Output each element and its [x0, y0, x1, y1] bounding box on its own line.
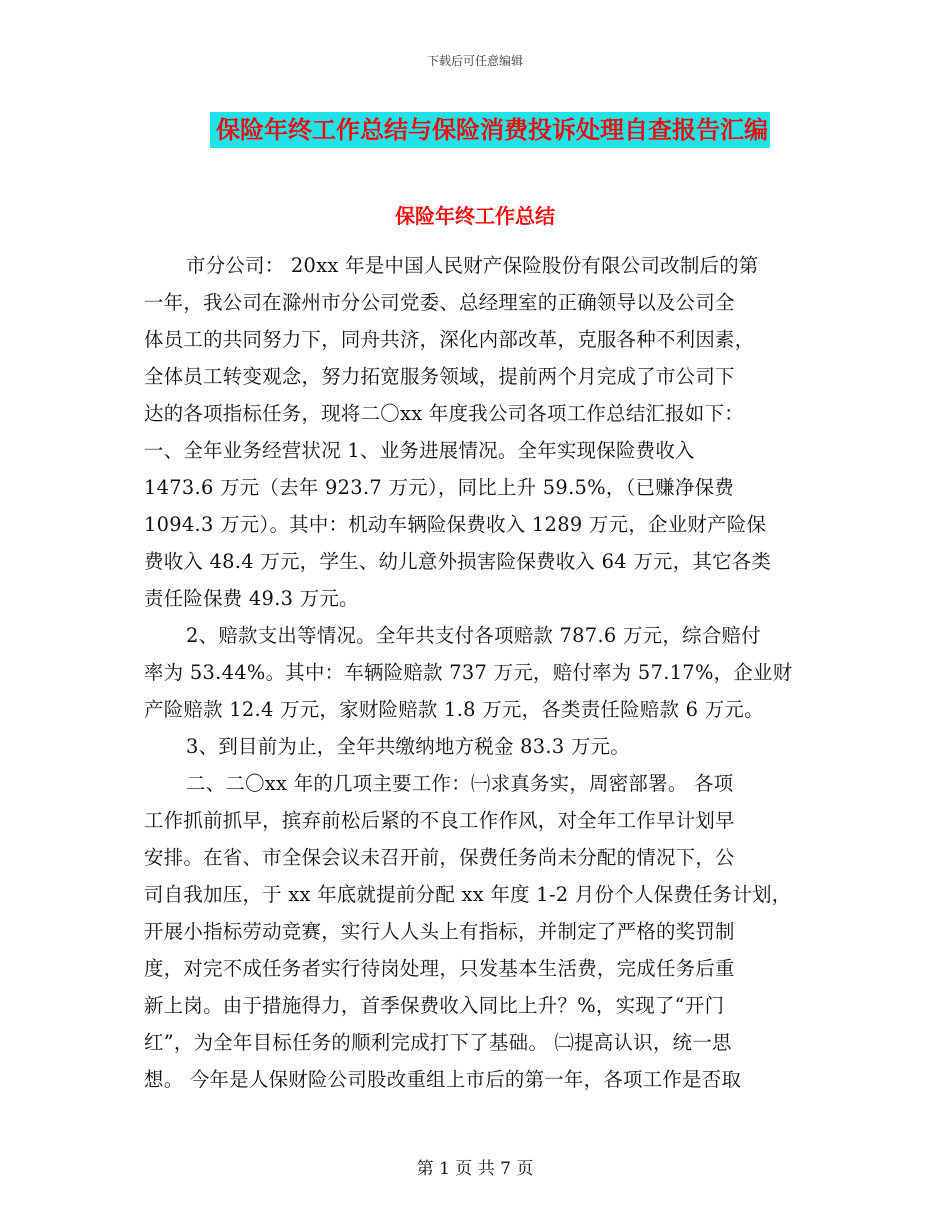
- body-line: 产险赔款 12.4 万元，家财险赔款 1.8 万元，各类责任险赔款 6 万元。: [144, 698, 764, 721]
- body-line: 达的各项指标任务，现将二〇xx 年度我公司各项工作总结汇报如下：: [144, 402, 744, 425]
- section-title: 保险年终工作总结: [395, 204, 555, 228]
- body-line: 工作抓前抓早，摈弃前松后紧的不良工作作风，对全年工作早计划早: [144, 809, 735, 832]
- body-line: 度，对完不成任务者实行待岗处理，只发基本生活费，完成任务后重: [144, 957, 735, 980]
- body-line: 红”，为全年目标任务的顺利完成打下了基础。 ㈡提高认识，统一思: [144, 1031, 732, 1054]
- page-footer: 第 1 页 共 7 页: [416, 1159, 534, 1179]
- body-line: 开展小指标劳动竞赛，实行人人头上有指标，并制定了严格的奖罚制: [144, 920, 735, 943]
- body-line: 责任险保费 49.3 万元。: [144, 587, 359, 610]
- page-header-note: 下载后可任意编辑: [426, 54, 523, 68]
- body-line: 一年，我公司在滁州市分公司党委、总经理室的正确领导以及公司全: [144, 291, 735, 314]
- body-line: 二、二〇xx 年的几项主要工作：㈠求真务实，周密部署。 各项: [186, 772, 734, 795]
- main-title: 保险年终工作总结与保险消费投诉处理自查报告汇编: [210, 112, 770, 148]
- body-line: 体员工的共同努力下，同舟共济，深化内部改革，克服各种不利因素，: [144, 328, 755, 351]
- body-line: 1473.6 万元（去年 923.7 万元），同比上升 59.5%，（已赚净保费: [144, 476, 735, 499]
- body-line: 全体员工转变观念，努力拓宽服务领域，提前两个月完成了市公司下: [144, 365, 735, 388]
- body-line: 司自我加压，于 xx 年底就提前分配 xx 年度 1-2 月份个人保费任务计划，: [144, 883, 792, 906]
- body-line: 新上岗。由于措施得力，首季保费收入同比上升？%，实现了“开门: [144, 994, 725, 1017]
- body-line: 一、全年业务经营状况 1、业务进展情况。全年实现保险费收入: [144, 439, 695, 462]
- body-line: 率为 53.44%。其中：车辆险赔款 737 万元，赔付率为 57.17%，企业财: [144, 661, 793, 684]
- body-line: 市分公司： 20xx 年是中国人民财产保险股份有限公司改制后的第: [186, 254, 759, 277]
- body-line: 安排。在省、市全保会议未召开前，保费任务尚未分配的情况下，公: [144, 846, 735, 869]
- body-line: 3、到目前为止，全年共缴纳地方税金 83.3 万元。: [186, 735, 631, 758]
- body-line: 费收入 48.4 万元，学生、幼儿意外损害险保费收入 64 万元，其它各类: [144, 550, 772, 573]
- main-title-container: [0, 112, 950, 148]
- body-line: 想。 今年是人保财险公司股改重组上市后的第一年，各项工作是否取: [144, 1068, 742, 1091]
- body-line: 1094.3 万元）。其中：机动车辆险保费收入 1289 万元，企业财产险保: [144, 513, 767, 536]
- body-line: 2、赔款支出等情况。全年共支付各项赔款 787.6 万元，综合赔付: [186, 624, 761, 647]
